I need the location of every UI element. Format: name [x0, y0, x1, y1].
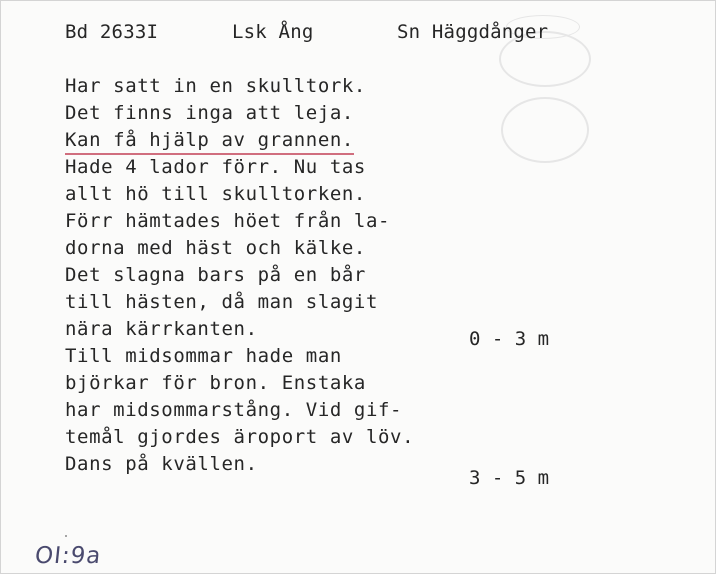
- ink-speck: [65, 535, 67, 537]
- text-line: till hästen, då man slagit: [65, 291, 379, 313]
- parish-label: Sn Häggdånger: [397, 21, 549, 43]
- typed-text-body: [65, 73, 414, 478]
- text-line: björkar för bron. Enstaka: [65, 372, 366, 394]
- record-code: Bd 2633I: [65, 21, 159, 43]
- text-line: nära kärrkanten.: [65, 318, 258, 340]
- text-line: Till midsommar hade man: [65, 345, 342, 367]
- text-line: Hade 4 lador förr. Nu tas: [65, 156, 366, 178]
- handwritten-note: OI:9a: [33, 543, 103, 569]
- text-line: Förr hämtades höet från la-: [65, 210, 391, 232]
- district-label: Lsk Ång: [232, 21, 314, 43]
- depth-note-first: 0 - 3 m: [469, 328, 550, 350]
- text-line: dorna med häst och kälke.: [65, 237, 366, 259]
- text-line: Har satt in en skulltork.: [65, 75, 366, 97]
- text-line: Det slagna bars på en bår: [65, 264, 366, 286]
- text-line: temål gjordes äroport av löv.: [65, 426, 415, 448]
- depth-note-second: 3 - 5 m: [469, 467, 550, 489]
- text-line: allt hö till skulltorken.: [65, 183, 366, 205]
- text-line: Dans på kvällen.: [65, 453, 258, 475]
- text-line: har midsommarstång. Vid gif-: [65, 399, 403, 421]
- faint-stamp-mark: [501, 97, 589, 163]
- underlined-text-line: Kan få hjälp av grannen.: [65, 128, 354, 155]
- text-line: Det finns inga att leja.: [65, 102, 354, 124]
